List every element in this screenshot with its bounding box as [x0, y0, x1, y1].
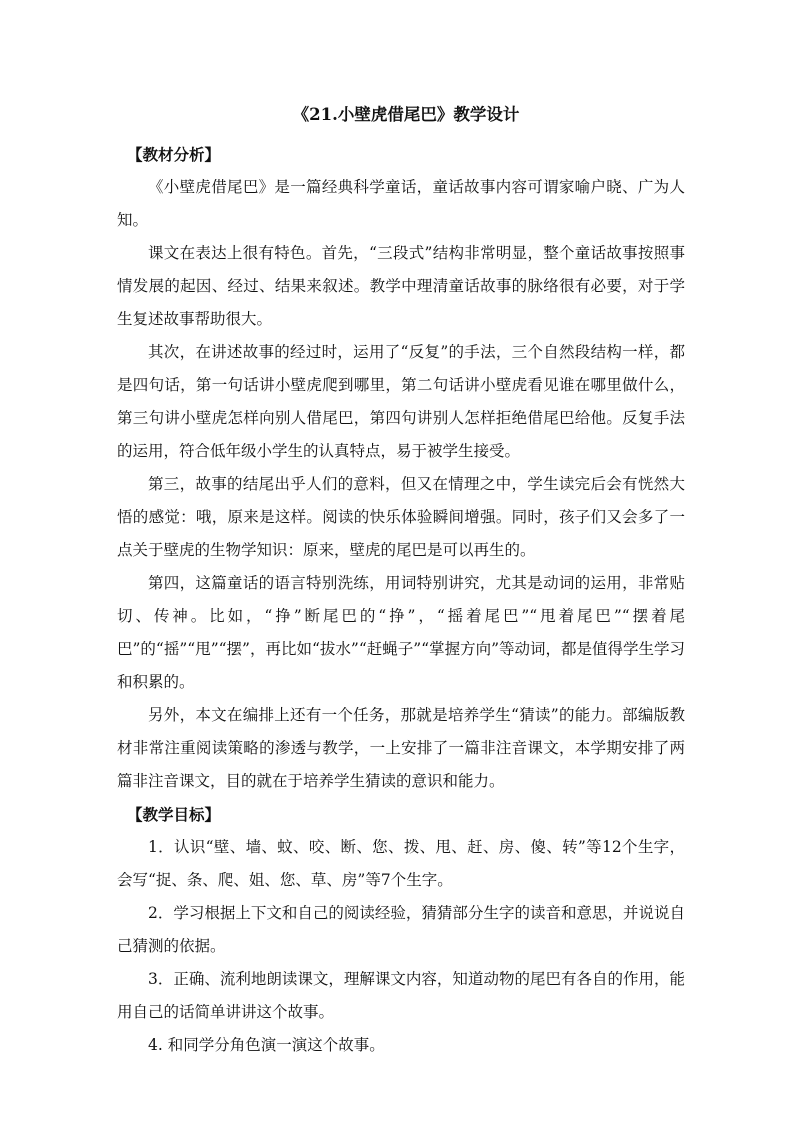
objective-item: 4. 和同学分角色演一演这个故事。 — [148, 1036, 385, 1054]
objective-item: 2．学习根据上下文和自己的阅读经验，猜猜部分生字的读音和意思，并说说自己猜测的依据。 — [117, 904, 685, 955]
document-title: 《21.小壁虎借尾巴》教学设计 — [292, 105, 520, 124]
section-heading: 【教学目标】 — [127, 805, 221, 824]
paragraph: 课文在表达上很有特色。首先，“三段式”结构非常明显，整个童话故事按照事情发展的起因、经过、结果来叙述。教学中理清童话故事的脉络很有必要，对于学生复述故事帮助很大。 — [117, 244, 685, 328]
objective-item: 3．正确、流利地朗读课文，理解课文内容，知道动物的尾巴有各自的作用，能用自己的话简单讲讲这个故事。 — [117, 970, 685, 1021]
paragraph: 第四，这篇童话的语言特别洗练，用词特别讲究，尤其是动词的运用，非常贴切、传神。比如，“挣”断尾巴的“挣”，“摇着尾巴”“甩着尾巴”“摆着尾巴”的“摇”“甩”“摆”，再比如“拔水”“赶蝇子”“掌握方向”等动词，都是值得学生学习和积累的。 — [117, 574, 686, 691]
document-page — [117, 100, 685, 1062]
section-teaching-objectives — [117, 798, 685, 1062]
paragraph: 另外，本文在编排上还有一个任务，那就是培养学生“猜读”的能力。部编版教材非常注重阅读策略的渗透与教学，一上安排了一篇非注音课文，本学期安排了两篇非注音课文，目的就在于培养学生猜读的意识和能力。 — [117, 706, 685, 790]
paragraph: 其次，在讲述故事的经过时，运用了“反复”的手法，三个自然段结构一样，都是四句话，第一句话讲小壁虎爬到哪里，第二句话讲小壁虎看见谁在哪里做什么，第三句讲小壁虎怎样向别人借尾巴，第四句讲别人怎样拒绝借尾巴给他。反复手法的运用，符合低年级小学生的认真特点，易于被学生接受。 — [117, 343, 685, 460]
section-material-analysis — [117, 138, 685, 798]
section-heading: 【教材分析】 — [127, 145, 221, 164]
paragraph: 第三，故事的结尾出乎人们的意料，但又在情理之中，学生读完后会有恍然大悟的感觉：哦，原来是这样。阅读的快乐体验瞬间增强。同时，孩子们又会多了一点关于壁虎的生物学知识：原来，壁虎的尾巴是可以再生的。 — [117, 475, 685, 559]
objective-item: 1．认识“壁、墙、蚊、咬、断、您、拨、甩、赶、房、傻、转”等12个生字，会写“捉、条、爬、姐、您、草、房”等7个生字。 — [117, 838, 685, 889]
paragraph: 《小壁虎借尾巴》是一篇经典科学童话，童话故事内容可谓家喻户晓、广为人知。 — [117, 178, 685, 229]
